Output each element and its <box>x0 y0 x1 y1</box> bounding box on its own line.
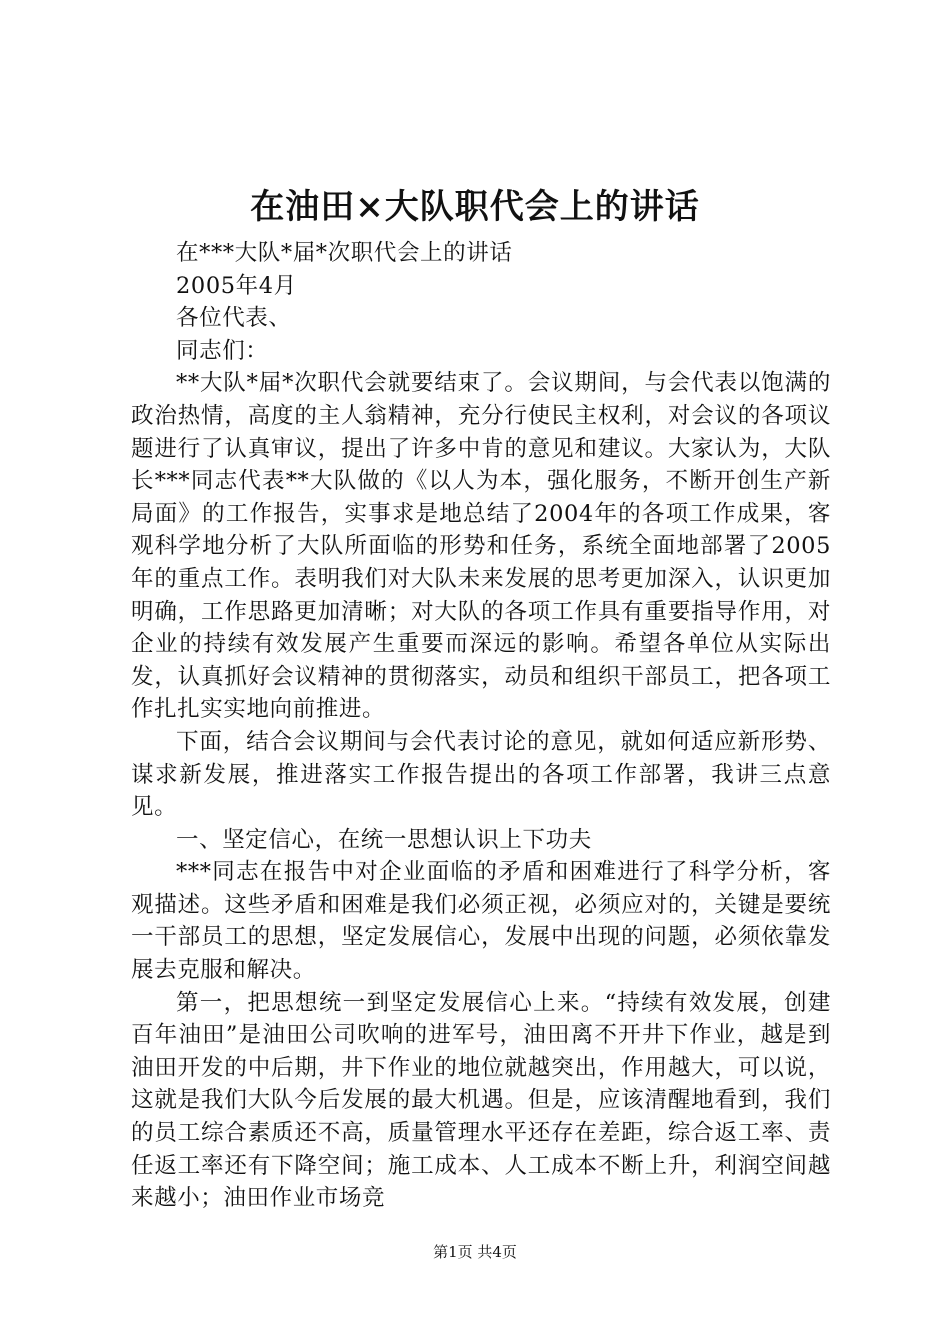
page-footer: 第1页 共4页 <box>433 1243 517 1261</box>
body-paragraph: ***同志在报告中对企业面临的矛盾和困难进行了科学分析，客观描述。这些矛盾和困难是我们必须正视，必须应对的，关键是要统一干部员工的思想，坚定发展信心，发展中出现的问题，必须依靠发展去克服和解决。 <box>131 859 831 984</box>
speech-date: 2005年4月 <box>176 272 297 299</box>
document-body <box>131 237 831 1215</box>
section-heading: 一、坚定信心，在统一思想认识上下功夫 <box>176 826 592 853</box>
body-paragraph: **大队*届*次职代会就要结束了。会议期间，与会代表以饱满的政治热情，高度的主人翁精神，充分行使民主权利，对会议的各项议题进行了认真审议，提出了许多中肯的意见和建议。大家认为，大队长***同志代表**大队做的《以人为本，强化服务，不断开创生产新局面》的工作报告，实事求是地总结了2004年的各项工作成果，客观科学地分析了大队所面临的形势和任务，系统全面地部署了2005年的重点工作。表明我们对大队未来发展的思考更加深入，认识更加明确，工作思路更加清晰；对大队的各项工作具有重要指导作用，对企业的持续有效发展产生重要而深远的影响。希望各单位从实际出发，认真抓好会议精神的贯彻落实，动员和组织干部员工，把各项工作扎扎实实地向前推进。 <box>131 370 831 723</box>
body-paragraph: 第一，把思想统一到坚定发展信心上来。“持续有效发展，创建百年油田”是油田公司吹响的进军号，油田离不开井下作业，越是到油田开发的中后期，井下作业的地位就越突出，作用越大，可以说，这就是我们大队今后发展的最大机遇。但是，应该清醒地看到，我们的员工综合素质还不高，质量管理水平还存在差距，综合返工率、责任返工率还有下降空间；施工成本、人工成本不断上升，利润空间越来越小；油田作业市场竞 <box>131 989 831 1212</box>
salutation-line-2: 同志们： <box>176 337 269 364</box>
speech-heading: 在***大队*届*次职代会上的讲话 <box>176 240 513 266</box>
salutation-line-1: 各位代表、 <box>176 305 292 332</box>
body-paragraph: 下面，结合会议期间与会代表讨论的意见，就如何适应新形势、谋求新发展，推进落实工作报告提出的各项工作部署，我讲三点意见。 <box>131 728 831 821</box>
document-title: 在油田×大队职代会上的讲话 <box>250 187 700 227</box>
